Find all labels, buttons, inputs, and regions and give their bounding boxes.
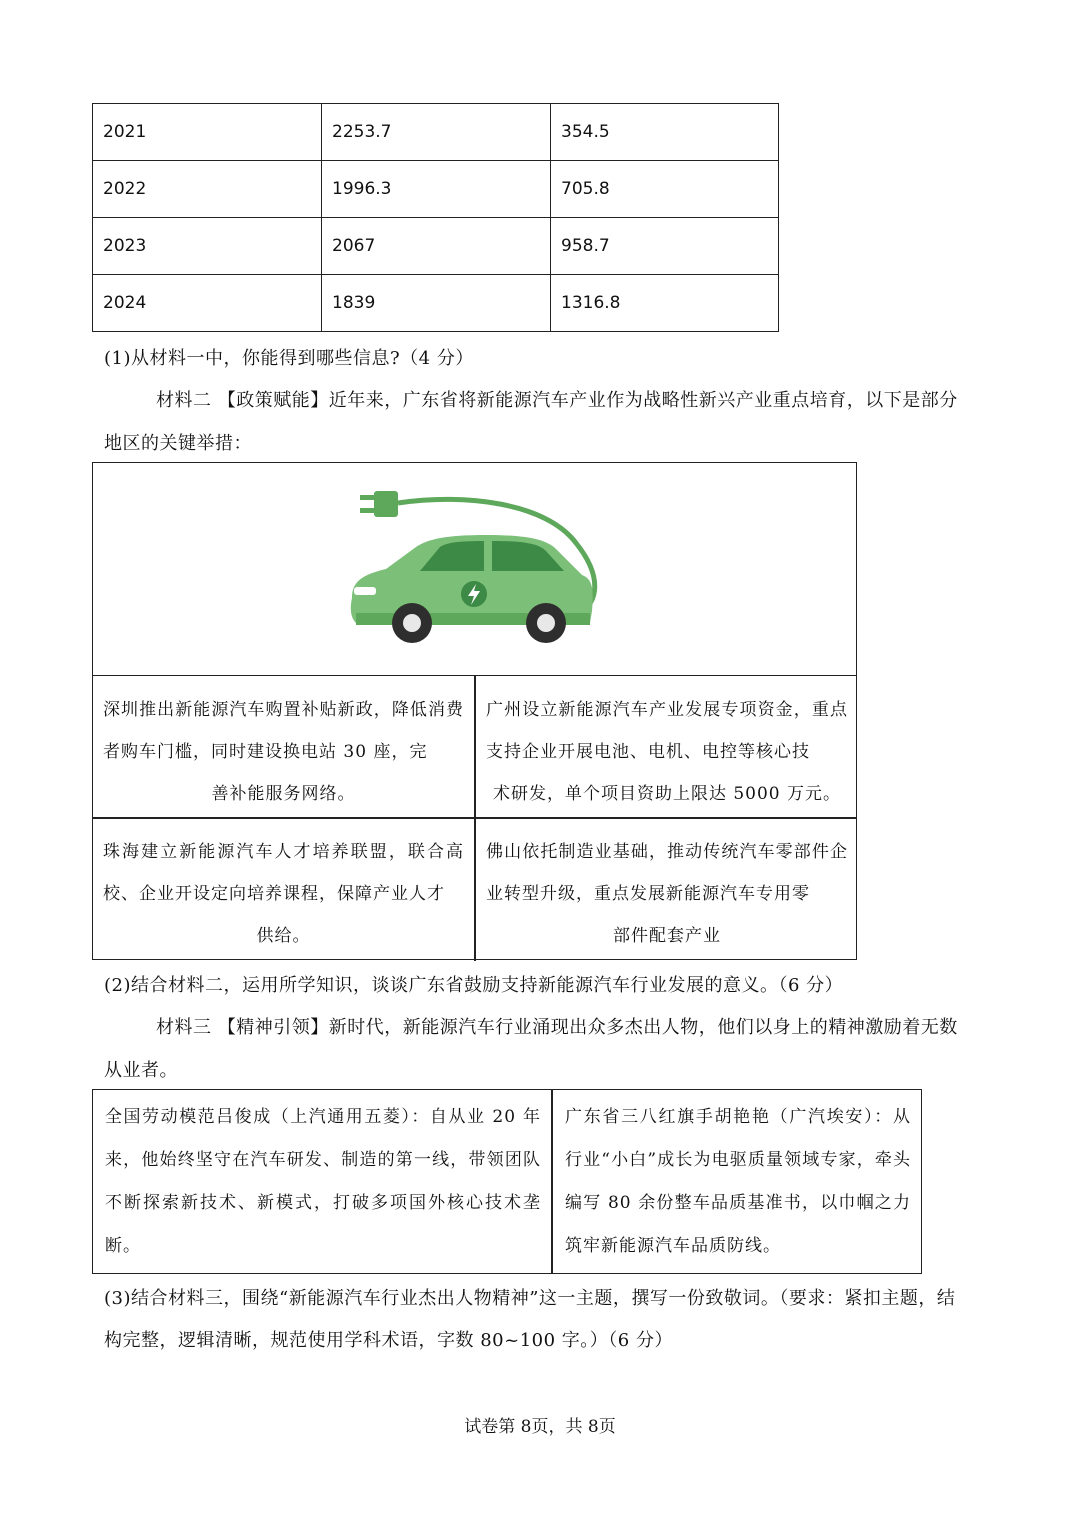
guangzhou-text: 广州设立新能源汽车产业发展专项资金，重点支持企业开展电池、电机、电控等核心技 bbox=[486, 700, 848, 762]
table-row bbox=[93, 104, 779, 161]
table-cell: 958.7 bbox=[551, 218, 779, 275]
data-table bbox=[92, 103, 779, 332]
zhuhai-text-end: 供给。 bbox=[256, 926, 311, 946]
table-row bbox=[93, 218, 779, 275]
zhuhai-measure bbox=[93, 819, 474, 957]
outstanding-people-box bbox=[92, 1089, 922, 1274]
foshan-text-end: 部件配套产业 bbox=[613, 926, 721, 946]
material3-intro-line1: 材料三 【精神引领】新时代，新能源汽车行业涌现出众多杰出人物，他们以身上的精神激励着无数 bbox=[156, 1017, 958, 1038]
shenzhen-measure bbox=[93, 677, 474, 815]
question-3-line1: (3)结合材料三，围绕“新能源汽车行业杰出人物精神”这一主题，撰写一份致敬词。（要求：紧扣主题，结 bbox=[104, 1288, 956, 1309]
table-cell: 1316.8 bbox=[551, 275, 779, 332]
shenzhen-text: 深圳推出新能源汽车购置补贴新政，降低消费者购车门槛，同时建设换电站 30 座，完 bbox=[103, 700, 464, 762]
zhuhai-text: 珠海建立新能源汽车人才培养联盟，联合高校、企业开设定向培养课程，保障产业人才 bbox=[103, 842, 464, 904]
table-cell: 1996.3 bbox=[322, 161, 551, 218]
table-cell: 2021 bbox=[93, 104, 322, 161]
guangzhou-measure bbox=[476, 677, 858, 815]
question-3-line2: 构完整，逻辑清晰，规范使用学科术语，字数 80~100 字。）（6 分） bbox=[104, 1330, 673, 1351]
foshan-text: 佛山依托制造业基础，推动传统汽车零部件企业转型升级，重点发展新能源汽车专用零 bbox=[486, 842, 848, 904]
question-1: (1)从材料一中，你能得到哪些信息?（4 分） bbox=[104, 348, 474, 369]
material3-intro-line2: 从业者。 bbox=[104, 1060, 178, 1081]
material2-intro-line2: 地区的关键举措： bbox=[104, 433, 252, 454]
electric-car-icon bbox=[346, 483, 616, 653]
hu-yanyan-profile: 广东省三八红旗手胡艳艳（广汽埃安）：从行业“小白”成长为电驱质量领域专家，牵头编写 80 余份整车品质基准书，以巾帼之力筑牢新能源汽车品质防线。 bbox=[565, 1107, 911, 1256]
table-cell: 354.5 bbox=[551, 104, 779, 161]
table-cell: 2024 bbox=[93, 275, 322, 332]
shenzhen-text-end: 善补能服务网络。 bbox=[211, 784, 356, 804]
table-cell: 2022 bbox=[93, 161, 322, 218]
question-2: (2)结合材料二，运用所学知识，谈谈广东省鼓励支持新能源汽车行业发展的意义。（6 分） bbox=[104, 975, 844, 996]
table-cell: 2067 bbox=[322, 218, 551, 275]
table-row bbox=[93, 161, 779, 218]
lv-juncheng-profile: 全国劳动模范吕俊成（上汽通用五菱）：自从业 20 年来，他始终坚守在汽车研发、制造的第一线，带领团队不断探索新技术、新模式，打破多项国外核心技术垄断。 bbox=[105, 1107, 541, 1256]
table-cell: 705.8 bbox=[551, 161, 779, 218]
table-cell: 2253.7 bbox=[322, 104, 551, 161]
policy-measures-box bbox=[92, 462, 857, 960]
car-image-area bbox=[93, 463, 856, 676]
material2-intro-line1: 材料二 【政策赋能】近年来，广东省将新能源汽车产业作为战略性新兴产业重点培育，以下是部分 bbox=[156, 390, 958, 411]
guangzhou-text-end: 术研发，单个项目资助上限达 5000 万元。 bbox=[492, 784, 842, 804]
table-cell: 2023 bbox=[93, 218, 322, 275]
table-row bbox=[93, 275, 779, 332]
table-cell: 1839 bbox=[322, 275, 551, 332]
foshan-measure bbox=[476, 819, 858, 957]
page-footer: 试卷第 8页，共 8页 bbox=[464, 1417, 616, 1437]
